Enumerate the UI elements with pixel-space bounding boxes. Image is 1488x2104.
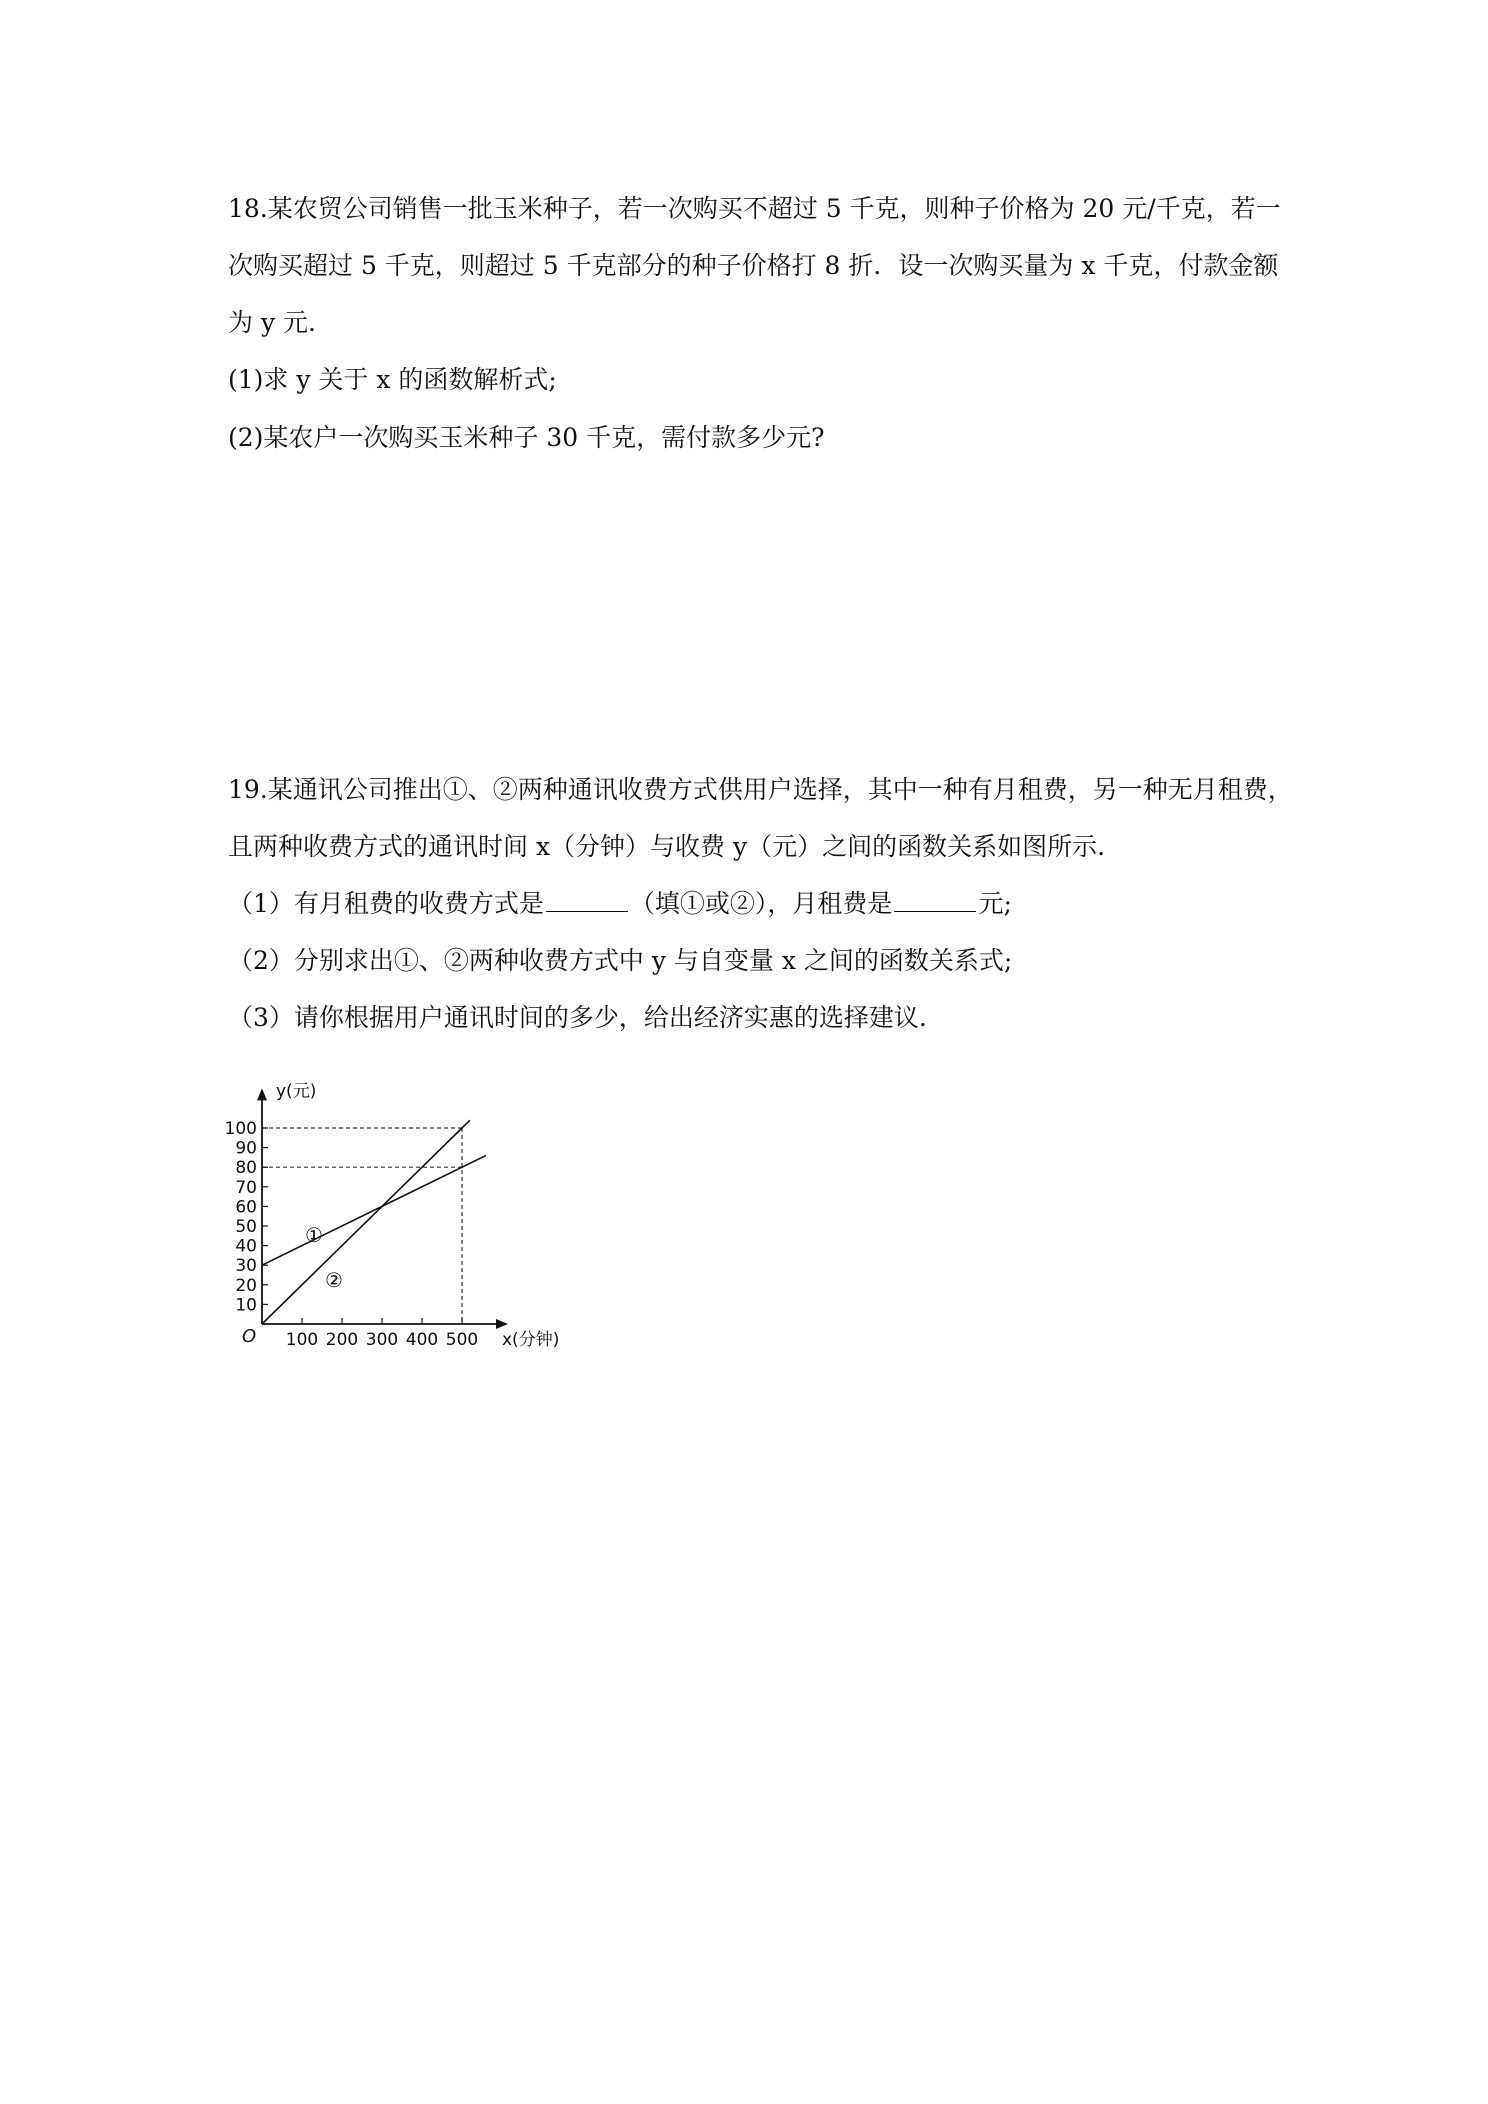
y-tick-label-100: 100 [225,1119,257,1139]
y-tick-label-20: 20 [235,1275,257,1296]
x-axis-arrow [496,1319,508,1329]
y-tick-label-80: 80 [235,1158,257,1179]
q18-line-3: 为 y 元. [228,308,316,337]
x-tick-label-300: 300 [365,1330,399,1350]
x-tick-label-200: 200 [325,1330,359,1350]
x-axis-label: x(分钟) [502,1330,560,1350]
q19-line-1: 19.某通讯公司推出①、②两种通讯收费方式供用户选择，其中一种有月租费，另一种无月租费， [228,775,1293,804]
y-axis-arrow [257,1088,267,1100]
x-tick-label-500: 500 [445,1330,479,1350]
y-tick-label-40: 40 [235,1236,257,1257]
q19-sub-1-part-c: 元; [978,889,1012,918]
series-label-2: ② [325,1267,343,1292]
q19-line-2: 且两种收费方式的通讯时间 x（分钟）与收费 y（元）之间的函数关系如图所示. [228,832,1106,861]
fee-chart [225,1057,575,1357]
series-line-1 [262,1155,486,1265]
y-axis-label: y(元) [276,1081,317,1102]
y-tick-label-30: 30 [235,1256,257,1277]
x-tick-label-100: 100 [285,1330,319,1350]
q19-sub-2: （2）分别求出①、②两种收费方式中 y 与自变量 x 之间的函数关系式; [228,946,1013,975]
series-line-2 [262,1120,470,1324]
origin-label: O [242,1326,257,1347]
y-tick-label-50: 50 [235,1217,257,1237]
q18-sub-1: (1)求 y 关于 x 的函数解析式; [228,365,557,394]
series-label-1: ① [305,1222,323,1247]
y-tick-label-90: 90 [235,1138,257,1159]
q19-sub-3: （3）请你根据用户通讯时间的多少，给出经济实惠的选择建议. [228,1003,927,1032]
q19-sub-1-part-b: （填①或②），月租费是 [629,889,893,918]
q18-sub-2: (2)某农户一次购买玉米种子 30 千克，需付款多少元? [228,423,825,452]
q18-line-1: 18.某农贸公司销售一批玉米种子，若一次购买不超过 5 千克，则种子价格为 20 元/千克，若一 [228,194,1281,223]
q18-line-2: 次购买超过 5 千克，则超过 5 千克部分的种子价格打 8 折．设一次购买量为 x 千克，付款金额 [228,251,1279,280]
y-tick-label-10: 10 [235,1295,257,1316]
answer-blank-method[interactable] [546,887,628,912]
answer-blank-fee[interactable] [894,887,976,912]
y-tick-label-60: 60 [235,1197,257,1218]
x-tick-label-400: 400 [405,1330,439,1350]
y-tick-label-70: 70 [235,1177,257,1198]
q19-sub-1-part-a: （1）有月租费的收费方式是 [228,889,544,918]
q19-sub-1 [228,887,1012,921]
